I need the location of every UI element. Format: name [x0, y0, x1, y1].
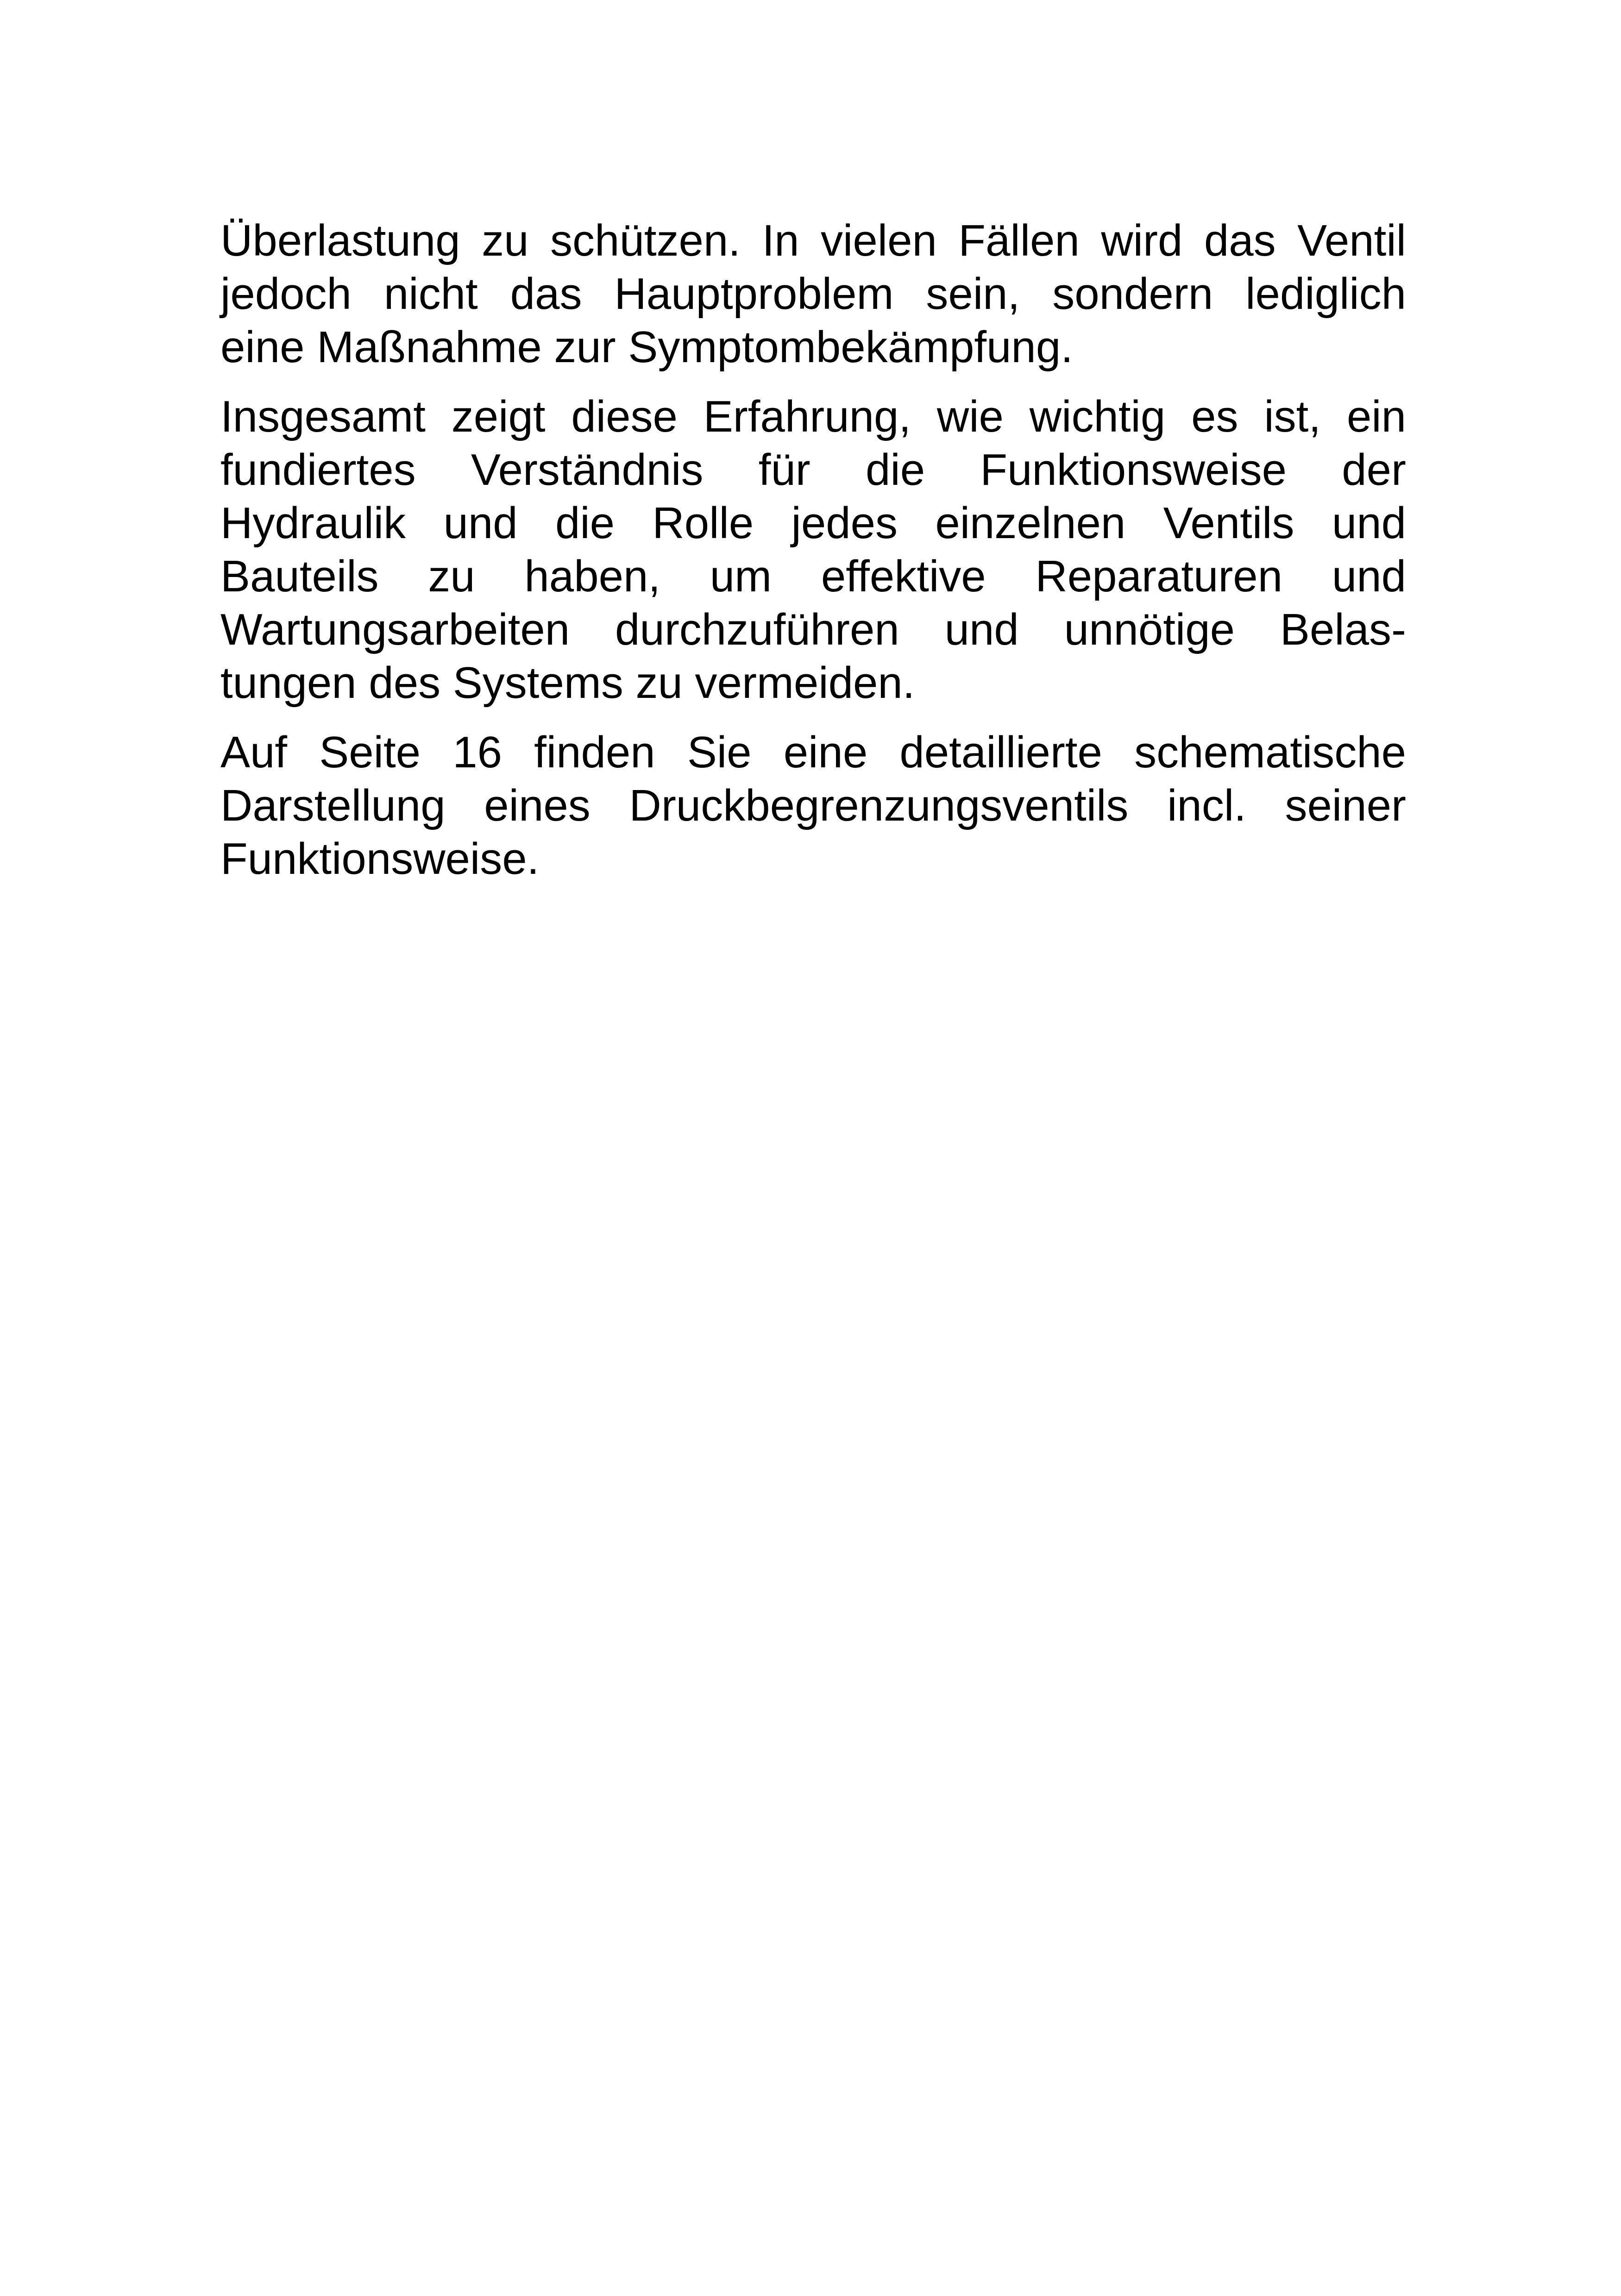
text-line: Wartungsarbeiten durchzuführen und unnötige Belas-: [220, 605, 1406, 654]
text-line: Überlastung zu schützen. In vielen Fällen wird das Ventil: [220, 216, 1406, 265]
text-line: Bauteils zu haben, um effektive Reparaturen und: [220, 552, 1406, 601]
text-line: jedoch nicht das Hauptproblem sein, sondern lediglich: [220, 269, 1406, 319]
text-line: Auf Seite 16 finden Sie eine detaillierte schematische: [220, 728, 1406, 777]
text-line: Funktionsweise.: [220, 834, 540, 884]
paragraph-3: [220, 726, 1406, 885]
text-line: fundiertes Verständnis für die Funktionsweise der: [220, 445, 1406, 495]
text-line: Hydraulik und die Rolle jedes einzelnen Ventils und: [220, 498, 1406, 548]
text-line: tungen des Systems zu vermeiden.: [220, 658, 915, 708]
text-line: Insgesamt zeigt diese Erfahrung, wie wichtig es ist, ein: [220, 392, 1406, 441]
paragraph-2: [220, 390, 1406, 709]
body-text: [220, 214, 1406, 902]
paragraph-1: [220, 214, 1406, 374]
text-line: eine Maßnahme zur Symptombekämpfung.: [220, 322, 1073, 372]
text-line: Darstellung eines Druckbegrenzungsventils incl. seiner: [220, 781, 1406, 830]
